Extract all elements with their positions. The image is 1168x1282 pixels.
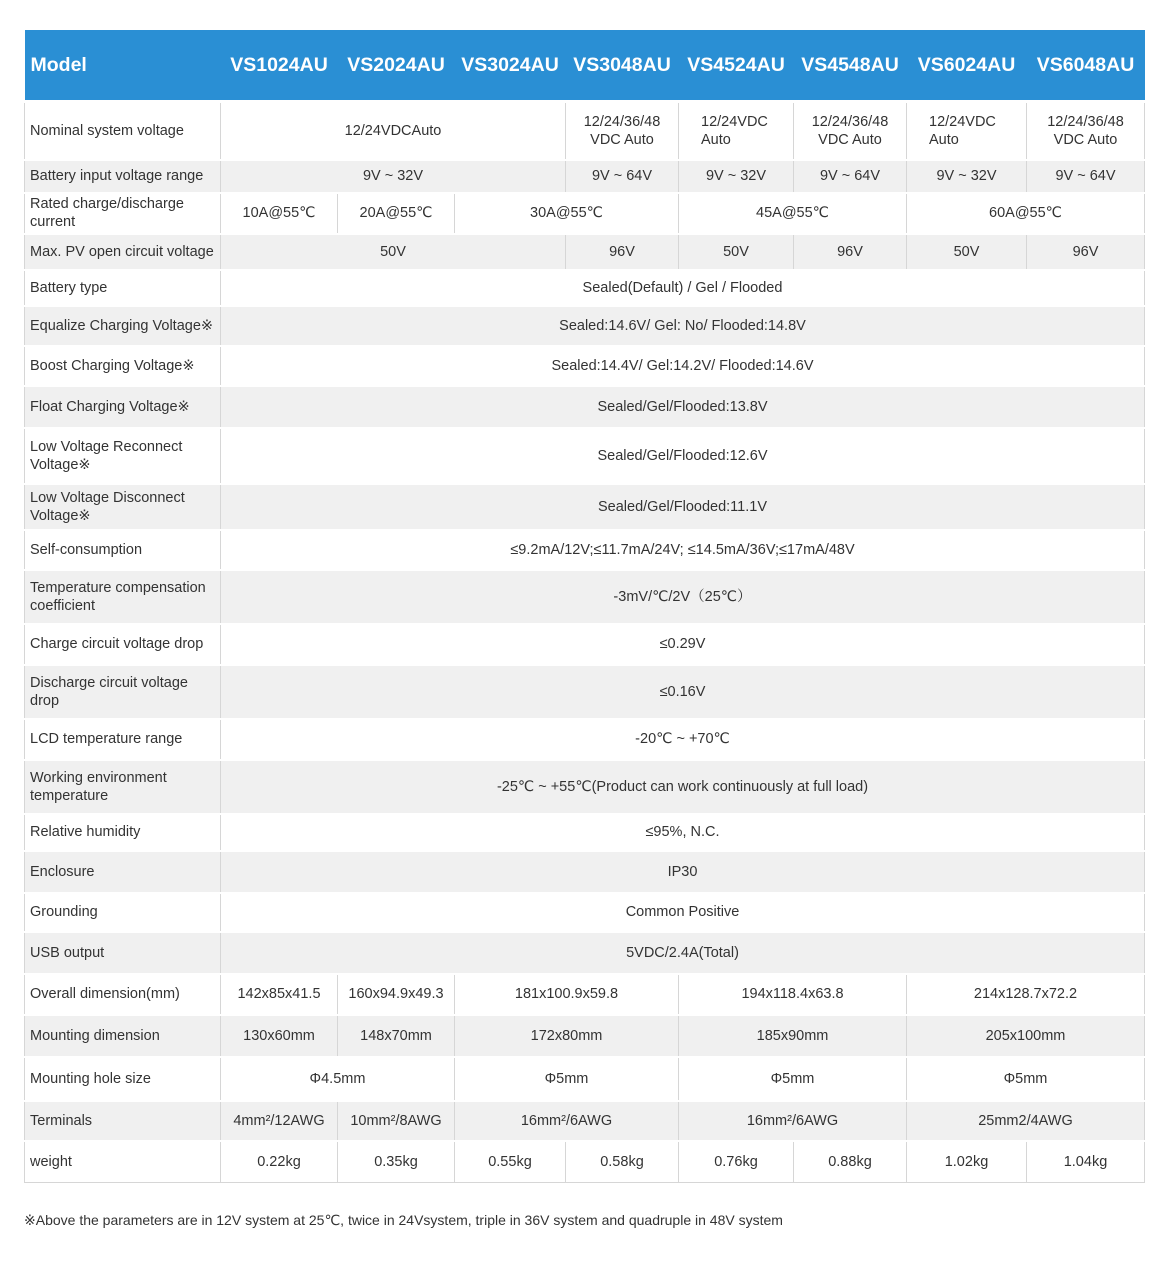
spec-label: Rated charge/discharge current <box>25 193 221 234</box>
spec-value: Sealed(Default) / Gel / Flooded <box>221 270 1145 306</box>
spec-value: Φ5mm <box>455 1057 679 1101</box>
spec-value: 50V <box>679 234 794 270</box>
spec-row <box>25 386 1145 428</box>
spec-row <box>25 893 1145 932</box>
spec-value: 30A@55℃ <box>455 193 679 234</box>
spec-value: Φ4.5mm <box>221 1057 455 1101</box>
spec-value: 10mm²/8AWG <box>338 1101 455 1141</box>
spec-label: Temperature compensation coefficient <box>25 570 221 624</box>
spec-value: 45A@55℃ <box>679 193 907 234</box>
spec-label: Self-consumption <box>25 530 221 570</box>
spec-value: 9V ~ 64V <box>566 160 679 193</box>
spec-value: Φ5mm <box>679 1057 907 1101</box>
spec-value: Φ5mm <box>907 1057 1145 1101</box>
spec-value: 130x60mm <box>221 1015 338 1057</box>
spec-row <box>25 624 1145 665</box>
spec-value: 0.58kg <box>566 1141 679 1183</box>
spec-label: Overall dimension(mm) <box>25 974 221 1015</box>
spec-row <box>25 484 1145 530</box>
spec-body <box>25 102 1145 1183</box>
spec-label: LCD temperature range <box>25 719 221 760</box>
spec-row <box>25 530 1145 570</box>
spec-label: Charge circuit voltage drop <box>25 624 221 665</box>
spec-value: -25℃ ~ +55℃(Product can work continuously at full load) <box>221 760 1145 814</box>
spec-value: 172x80mm <box>455 1015 679 1057</box>
spec-value: 12/24/36/48 VDC Auto <box>794 102 907 160</box>
spec-row <box>25 1057 1145 1101</box>
spec-label: Nominal system voltage <box>25 102 221 160</box>
spec-row <box>25 719 1145 760</box>
spec-value: 5VDC/2.4A(Total) <box>221 932 1145 974</box>
spec-value: Sealed:14.4V/ Gel:14.2V/ Flooded:14.6V <box>221 346 1145 386</box>
spec-value: 96V <box>566 234 679 270</box>
spec-table <box>24 30 1145 1183</box>
spec-row <box>25 974 1145 1015</box>
spec-label: Enclosure <box>25 851 221 893</box>
model-name: VS4524AU <box>679 30 794 102</box>
spec-row <box>25 932 1145 974</box>
spec-value: 4mm²/12AWG <box>221 1101 338 1141</box>
spec-label: Low Voltage Reconnect Voltage※ <box>25 428 221 484</box>
spec-value: 9V ~ 64V <box>794 160 907 193</box>
header-row <box>25 30 1145 102</box>
spec-row <box>25 102 1145 160</box>
spec-value: 181x100.9x59.8 <box>455 974 679 1015</box>
spec-value: 1.02kg <box>907 1141 1027 1183</box>
spec-row <box>25 1101 1145 1141</box>
spec-label: Relative humidity <box>25 814 221 851</box>
spec-value: 12/24VDC Auto <box>907 102 1027 160</box>
spec-value: Sealed/Gel/Flooded:12.6V <box>221 428 1145 484</box>
model-name: VS2024AU <box>338 30 455 102</box>
spec-value: 9V ~ 64V <box>1027 160 1145 193</box>
model-name: VS6048AU <box>1027 30 1145 102</box>
spec-row <box>25 270 1145 306</box>
spec-value: 12/24/36/48 VDC Auto <box>566 102 679 160</box>
spec-value: ≤9.2mA/12V;≤11.7mA/24V; ≤14.5mA/36V;≤17mA/48V <box>221 530 1145 570</box>
spec-row <box>25 851 1145 893</box>
spec-label: Float Charging Voltage※ <box>25 386 221 428</box>
spec-value: Common Positive <box>221 893 1145 932</box>
spec-row <box>25 665 1145 719</box>
spec-value: 0.55kg <box>455 1141 566 1183</box>
spec-value: 50V <box>907 234 1027 270</box>
spec-value: 148x70mm <box>338 1015 455 1057</box>
spec-value: 160x94.9x49.3 <box>338 974 455 1015</box>
spec-value: 185x90mm <box>679 1015 907 1057</box>
spec-label: Equalize Charging Voltage※ <box>25 306 221 346</box>
spec-value: 205x100mm <box>907 1015 1145 1057</box>
spec-value: 96V <box>794 234 907 270</box>
model-name: VS4548AU <box>794 30 907 102</box>
spec-value: Sealed:14.6V/ Gel: No/ Flooded:14.8V <box>221 306 1145 346</box>
spec-label: Battery type <box>25 270 221 306</box>
spec-value: 16mm²/6AWG <box>455 1101 679 1141</box>
spec-value: 20A@55℃ <box>338 193 455 234</box>
spec-value: 9V ~ 32V <box>679 160 794 193</box>
spec-value: 12/24/36/48 VDC Auto <box>1027 102 1145 160</box>
spec-label: Boost Charging Voltage※ <box>25 346 221 386</box>
spec-value: -20℃ ~ +70℃ <box>221 719 1145 760</box>
spec-row <box>25 760 1145 814</box>
spec-row <box>25 1015 1145 1057</box>
spec-label: Mounting dimension <box>25 1015 221 1057</box>
spec-value: 25mm2/4AWG <box>907 1101 1145 1141</box>
footnote: ※Above the parameters are in 12V system at 25℃, twice in 24Vsystem, triple in 36V system and quadruple in 48V system <box>24 1212 783 1228</box>
spec-row <box>25 306 1145 346</box>
spec-label: USB output <box>25 932 221 974</box>
spec-value: 12/24VDCAuto <box>221 102 566 160</box>
spec-value: ≤95%, N.C. <box>221 814 1145 851</box>
spec-label: Mounting hole size <box>25 1057 221 1101</box>
model-header: Model <box>25 30 221 102</box>
spec-value: -3mV/℃/2V（25℃） <box>221 570 1145 624</box>
spec-label: Grounding <box>25 893 221 932</box>
model-name: VS3024AU <box>455 30 566 102</box>
spec-label: Max. PV open circuit voltage <box>25 234 221 270</box>
spec-value: 1.04kg <box>1027 1141 1145 1183</box>
spec-value: 9V ~ 32V <box>907 160 1027 193</box>
spec-value: IP30 <box>221 851 1145 893</box>
spec-label: Terminals <box>25 1101 221 1141</box>
spec-value: ≤0.29V <box>221 624 1145 665</box>
model-name: VS1024AU <box>221 30 338 102</box>
spec-value: 0.22kg <box>221 1141 338 1183</box>
spec-value: Sealed/Gel/Flooded:13.8V <box>221 386 1145 428</box>
spec-label: Discharge circuit voltage drop <box>25 665 221 719</box>
spec-value: 16mm²/6AWG <box>679 1101 907 1141</box>
spec-value: 50V <box>221 234 566 270</box>
spec-value: 96V <box>1027 234 1145 270</box>
spec-label: Low Voltage Disconnect Voltage※ <box>25 484 221 530</box>
spec-value: ≤0.16V <box>221 665 1145 719</box>
spec-value: 142x85x41.5 <box>221 974 338 1015</box>
spec-value: 0.35kg <box>338 1141 455 1183</box>
spec-value: 9V ~ 32V <box>221 160 566 193</box>
spec-value: 12/24VDC Auto <box>679 102 794 160</box>
spec-value: 60A@55℃ <box>907 193 1145 234</box>
spec-value: 0.76kg <box>679 1141 794 1183</box>
spec-row <box>25 234 1145 270</box>
spec-row <box>25 160 1145 193</box>
spec-row <box>25 814 1145 851</box>
spec-label: weight <box>25 1141 221 1183</box>
model-name: VS3048AU <box>566 30 679 102</box>
spec-value: Sealed/Gel/Flooded:11.1V <box>221 484 1145 530</box>
model-name: VS6024AU <box>907 30 1027 102</box>
spec-row <box>25 346 1145 386</box>
spec-label: Battery input voltage range <box>25 160 221 193</box>
spec-row <box>25 570 1145 624</box>
spec-value: 214x128.7x72.2 <box>907 974 1145 1015</box>
spec-row <box>25 1141 1145 1183</box>
spec-row <box>25 428 1145 484</box>
spec-value: 0.88kg <box>794 1141 907 1183</box>
spec-value: 194x118.4x63.8 <box>679 974 907 1015</box>
spec-value: 10A@55℃ <box>221 193 338 234</box>
spec-label: Working environment temperature <box>25 760 221 814</box>
spec-row <box>25 193 1145 234</box>
